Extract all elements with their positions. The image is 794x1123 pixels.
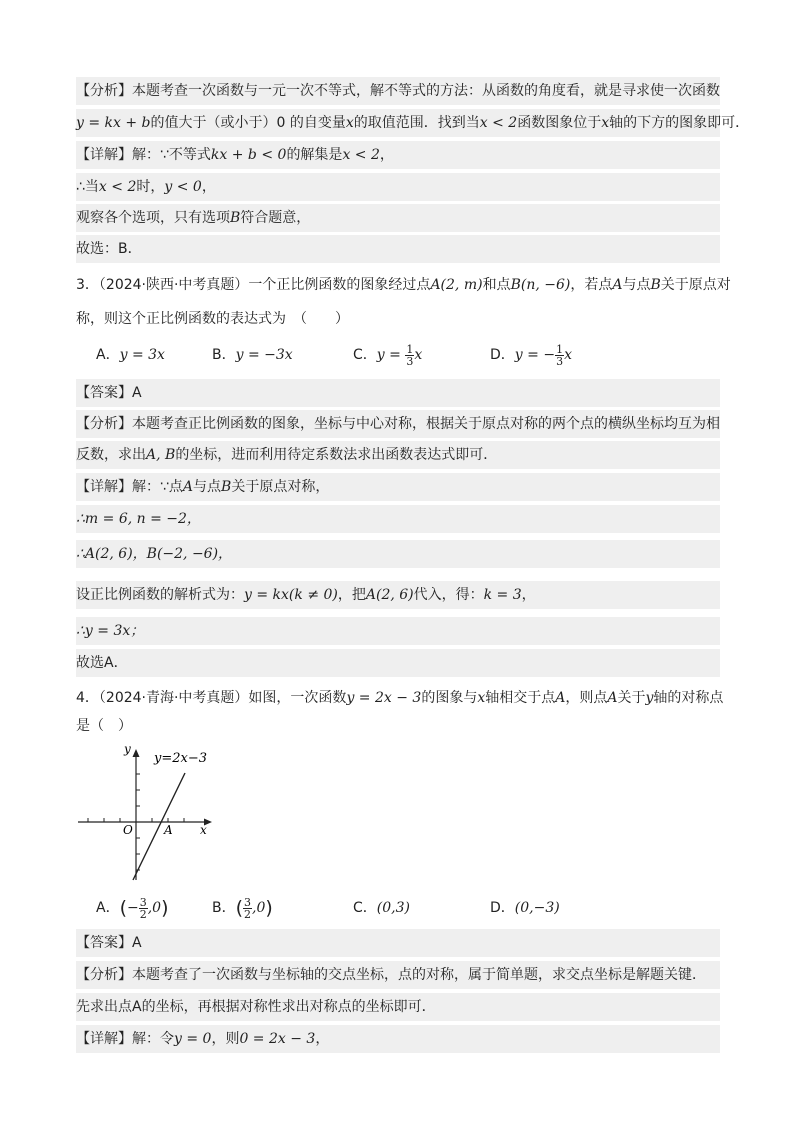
q2-analysis-line-2 <box>76 109 750 137</box>
q4-option-c-expr: (0,3) <box>376 900 410 916</box>
q4-option-b-fraction <box>243 897 252 920</box>
q4-stem-line-1 <box>76 684 723 712</box>
q3-option-b-label: B． <box>212 347 236 363</box>
q4-option-a-fraction <box>139 897 148 920</box>
q3-detail-4b: ，把 <box>337 587 366 603</box>
q3-stem-line-2 <box>76 305 349 333</box>
q3-detail-5: ∴y = 3x； <box>76 623 145 639</box>
q3-option-c-pre: y = <box>376 347 406 363</box>
q3-detail-line-5 <box>76 617 720 645</box>
q3-stem-1a: 3．（2024·陕西·中考真题）一个正比例函数的图象经过点 <box>76 277 431 293</box>
q2-detail-line-1 <box>76 141 720 169</box>
q4-stem-1f: 轴的对称点 <box>653 690 724 706</box>
graph-x-label: x <box>200 823 207 837</box>
q3-detail-1c: 关于原点对称， <box>231 479 330 495</box>
q4-option-b-den: 2 <box>244 907 252 921</box>
q2-detail-inequality: kx + b < 0 <box>210 147 287 163</box>
q4-detail-1c: ， <box>315 1031 330 1047</box>
q4-detail-eq: 0 = 2x − 3 <box>239 1031 316 1047</box>
function-line <box>133 773 185 880</box>
y-axis-arrow-icon <box>133 749 140 757</box>
q3-detail-4c: 代入，得： <box>413 587 484 603</box>
q3-stem-1c: ，若点 <box>570 277 613 293</box>
q4-option-a-num: 3 <box>139 895 147 909</box>
q3-option-d-num: 1 <box>556 342 564 356</box>
q4-stem-y: y <box>645 690 654 706</box>
q3-analysis-line-2 <box>76 441 720 469</box>
q3-detail-2: ∴m = 6, n = −2， <box>76 511 201 527</box>
q2-condition: x < 2 <box>479 115 518 131</box>
q4-detail-y: y = 0 <box>174 1031 212 1047</box>
q3-answer-text: 【答案】A <box>76 385 142 401</box>
q3-detail-line-4 <box>76 581 720 609</box>
q4-stem-1d: ，则点 <box>565 690 608 706</box>
q4-analysis-line-2 <box>76 993 720 1021</box>
q3-analysis-2b: 的坐标，进而利用待定系数法求出函数表达式即可． <box>175 447 498 463</box>
q3-option-d-den: 3 <box>556 354 564 368</box>
q3-detail-line-3 <box>76 540 720 568</box>
q3-detail-4a: 设正比例函数的解析式为： <box>76 587 244 603</box>
q3-option-a-label: A． <box>96 347 120 363</box>
q3-detail-4-point: A(2, 6) <box>365 587 414 603</box>
q2-line2-prefix: ∴当 <box>76 179 99 195</box>
q3-conclusion <box>76 649 720 677</box>
q4-stem-1a: 4．（2024·青海·中考真题）如图，一次函数 <box>76 690 347 706</box>
q4-option-d-expr: (0,−3) <box>514 900 560 916</box>
q3-analysis-2a: 反数，求出 <box>76 447 146 463</box>
q3-option-c-post: x <box>414 347 423 363</box>
q3-detail-4-expr: y = kx(k ≠ 0) <box>244 587 338 603</box>
q4-stem-1e: 关于 <box>617 690 646 706</box>
q4-option-a-sign: − <box>127 900 139 916</box>
q4-stem-1b: 的图象与 <box>421 690 478 706</box>
q2-conclusion <box>76 235 720 263</box>
q3-detail-1a: 【详解】解：∵点 <box>76 479 183 495</box>
q3-option-c-num: 1 <box>406 342 414 356</box>
q3-stem-1d: 与点 <box>622 277 651 293</box>
q4-option-a-den: 2 <box>139 907 147 921</box>
q2-line2-cond: x < 2 <box>98 179 137 195</box>
q2-line2-result: y < 0 <box>164 179 202 195</box>
q3-option-c-fraction <box>405 344 414 367</box>
q3-option-a <box>96 341 165 369</box>
q3-detail-line-2 <box>76 505 720 533</box>
q3-detail-4d: ， <box>521 587 536 603</box>
graph-line-label: y=2x−3 <box>154 751 208 766</box>
q3-option-d-post: x <box>564 347 572 363</box>
q3-detail-1b: 与点 <box>193 479 222 495</box>
q3-option-b-expr: y = −3x <box>235 347 293 363</box>
q4-stem-x: x <box>477 690 486 706</box>
q4-option-d-label: D． <box>490 900 515 916</box>
graph-y-label: y <box>124 742 131 756</box>
q4-stem-a2: A <box>607 690 618 706</box>
q2-analysis-text: 【分析】本题考查一次函数与一元一次不等式，解不等式的方法：从函数的角度看，就是寻求使一次函数 <box>76 83 720 99</box>
q3-stem-line-1 <box>76 271 731 299</box>
q4-option-c-label: C． <box>353 900 377 916</box>
q3-analysis-ab: A, B <box>146 447 176 463</box>
q3-option-d-label: D． <box>490 347 515 363</box>
q4-detail-line-1 <box>76 1025 720 1053</box>
q3-option-c <box>353 341 422 369</box>
q2-var-x: x <box>345 115 354 131</box>
q4-option-a: A．(− $\frac{3}{2}$ ,0) <box>96 895 169 921</box>
q3-option-b <box>212 341 293 369</box>
q4-option-d <box>490 894 560 922</box>
q4-analysis-text-1: 【分析】本题考查了一次函数与坐标轴的交点坐标，点的对称，属于简单题，求交点坐标是解题关键． <box>76 967 706 983</box>
q3-detail-a: A <box>182 479 194 495</box>
q3-analysis-text: 【分析】本题考查正比例函数的图象，坐标与中心对称，根据关于原点对称的两个点的横纵坐标均互为相 <box>76 416 720 432</box>
q2-line2-mid: 时， <box>136 179 165 195</box>
q3-option-c-label: C． <box>353 347 377 363</box>
q2-line3-b: B <box>230 210 241 226</box>
q4-detail-1b: ，则 <box>211 1031 240 1047</box>
q3-stem-1b: 和点 <box>482 277 511 293</box>
q4-detail-1a: 【详解】解：令 <box>76 1031 174 1047</box>
q3-detail-4-k: k = 3 <box>483 587 522 603</box>
q3-conclusion-text: 故选A． <box>76 655 128 671</box>
q2-detail-mid: 的解集是 <box>286 147 343 163</box>
q2-analysis-text-b: 的取值范围．找到当 <box>353 115 480 131</box>
q2-linear-expr: y = kx + b <box>76 115 151 131</box>
q4-option-a-label: A． <box>96 900 120 916</box>
q3-label-b: B <box>650 277 661 293</box>
q3-point-b: B(n, −6) <box>510 277 571 293</box>
graph-origin-label: O <box>123 823 133 837</box>
q2-analysis-text-a: 的值大于（或小于）0 的自变量 <box>150 115 346 131</box>
q4-stem-expr: y = 2x − 3 <box>346 690 422 706</box>
q4-stem-a: A <box>555 690 566 706</box>
q3-option-d <box>490 341 572 369</box>
q4-analysis-text-2: 先求出点A的坐标，再根据对称性求出对称点的坐标即可． <box>76 999 436 1015</box>
q2-line3-a: 观察各个选项，只有选项 <box>76 210 230 226</box>
q2-line3-c: 符合题意， <box>240 210 311 226</box>
q4-option-b: B．( $\frac{3}{2}$ ,0) <box>212 895 273 921</box>
q4-option-b-num: 3 <box>244 895 252 909</box>
q4-answer <box>76 929 720 957</box>
q4-stem-line-2 <box>76 712 132 740</box>
q2-var-x2: x <box>601 115 610 131</box>
graph-point-a-label: A <box>164 823 173 837</box>
q4-answer-text: 【答案】A <box>76 935 142 951</box>
q3-answer <box>76 379 720 407</box>
q3-option-d-fraction <box>555 344 564 367</box>
q2-analysis-line-1 <box>76 77 720 105</box>
q3-stem-2: 称，则这个正比例函数的表达式为 （ ） <box>76 311 349 327</box>
q3-stem-1e: 关于原点对 <box>660 277 731 293</box>
q4-stem-2: 是（ ） <box>76 718 132 734</box>
q4-stem-1c: 轴相交于点 <box>485 690 556 706</box>
q3-option-c-den: 3 <box>406 354 414 368</box>
q3-detail-b: B <box>221 479 232 495</box>
q2-line2-end: ， <box>201 179 216 195</box>
q4-option-b-tail: ,0 <box>252 900 266 916</box>
q4-function-graph <box>74 738 224 888</box>
q3-option-a-expr: y = 3x <box>119 347 165 363</box>
q2-detail-line-2 <box>76 173 720 201</box>
q4-option-c <box>353 894 410 922</box>
q4-option-a-tail: ,0 <box>147 900 162 916</box>
q4-analysis-line-1 <box>76 961 720 989</box>
q2-detail-line-3 <box>76 204 720 232</box>
q2-detail-end: ， <box>379 147 394 163</box>
q3-point-a: A(2, m) <box>430 277 483 293</box>
q3-analysis-line-1 <box>76 410 720 438</box>
q2-detail-prefix: 【详解】解：∵不等式 <box>76 147 211 163</box>
q3-option-d-pre: y = − <box>514 347 556 363</box>
q2-conclusion-text: 故选：B． <box>76 241 142 257</box>
q3-detail-3: ∴A(2, 6)，B(−2, −6)， <box>76 546 233 562</box>
q3-label-a: A <box>612 277 623 293</box>
q2-analysis-text-c: 函数图象位于 <box>517 115 602 131</box>
q2-analysis-text-d: 轴的下方的图象即可． <box>609 115 750 131</box>
q3-detail-line-1 <box>76 473 720 501</box>
q2-detail-solution: x < 2 <box>342 147 380 163</box>
q4-option-b-label: B． <box>212 900 236 916</box>
